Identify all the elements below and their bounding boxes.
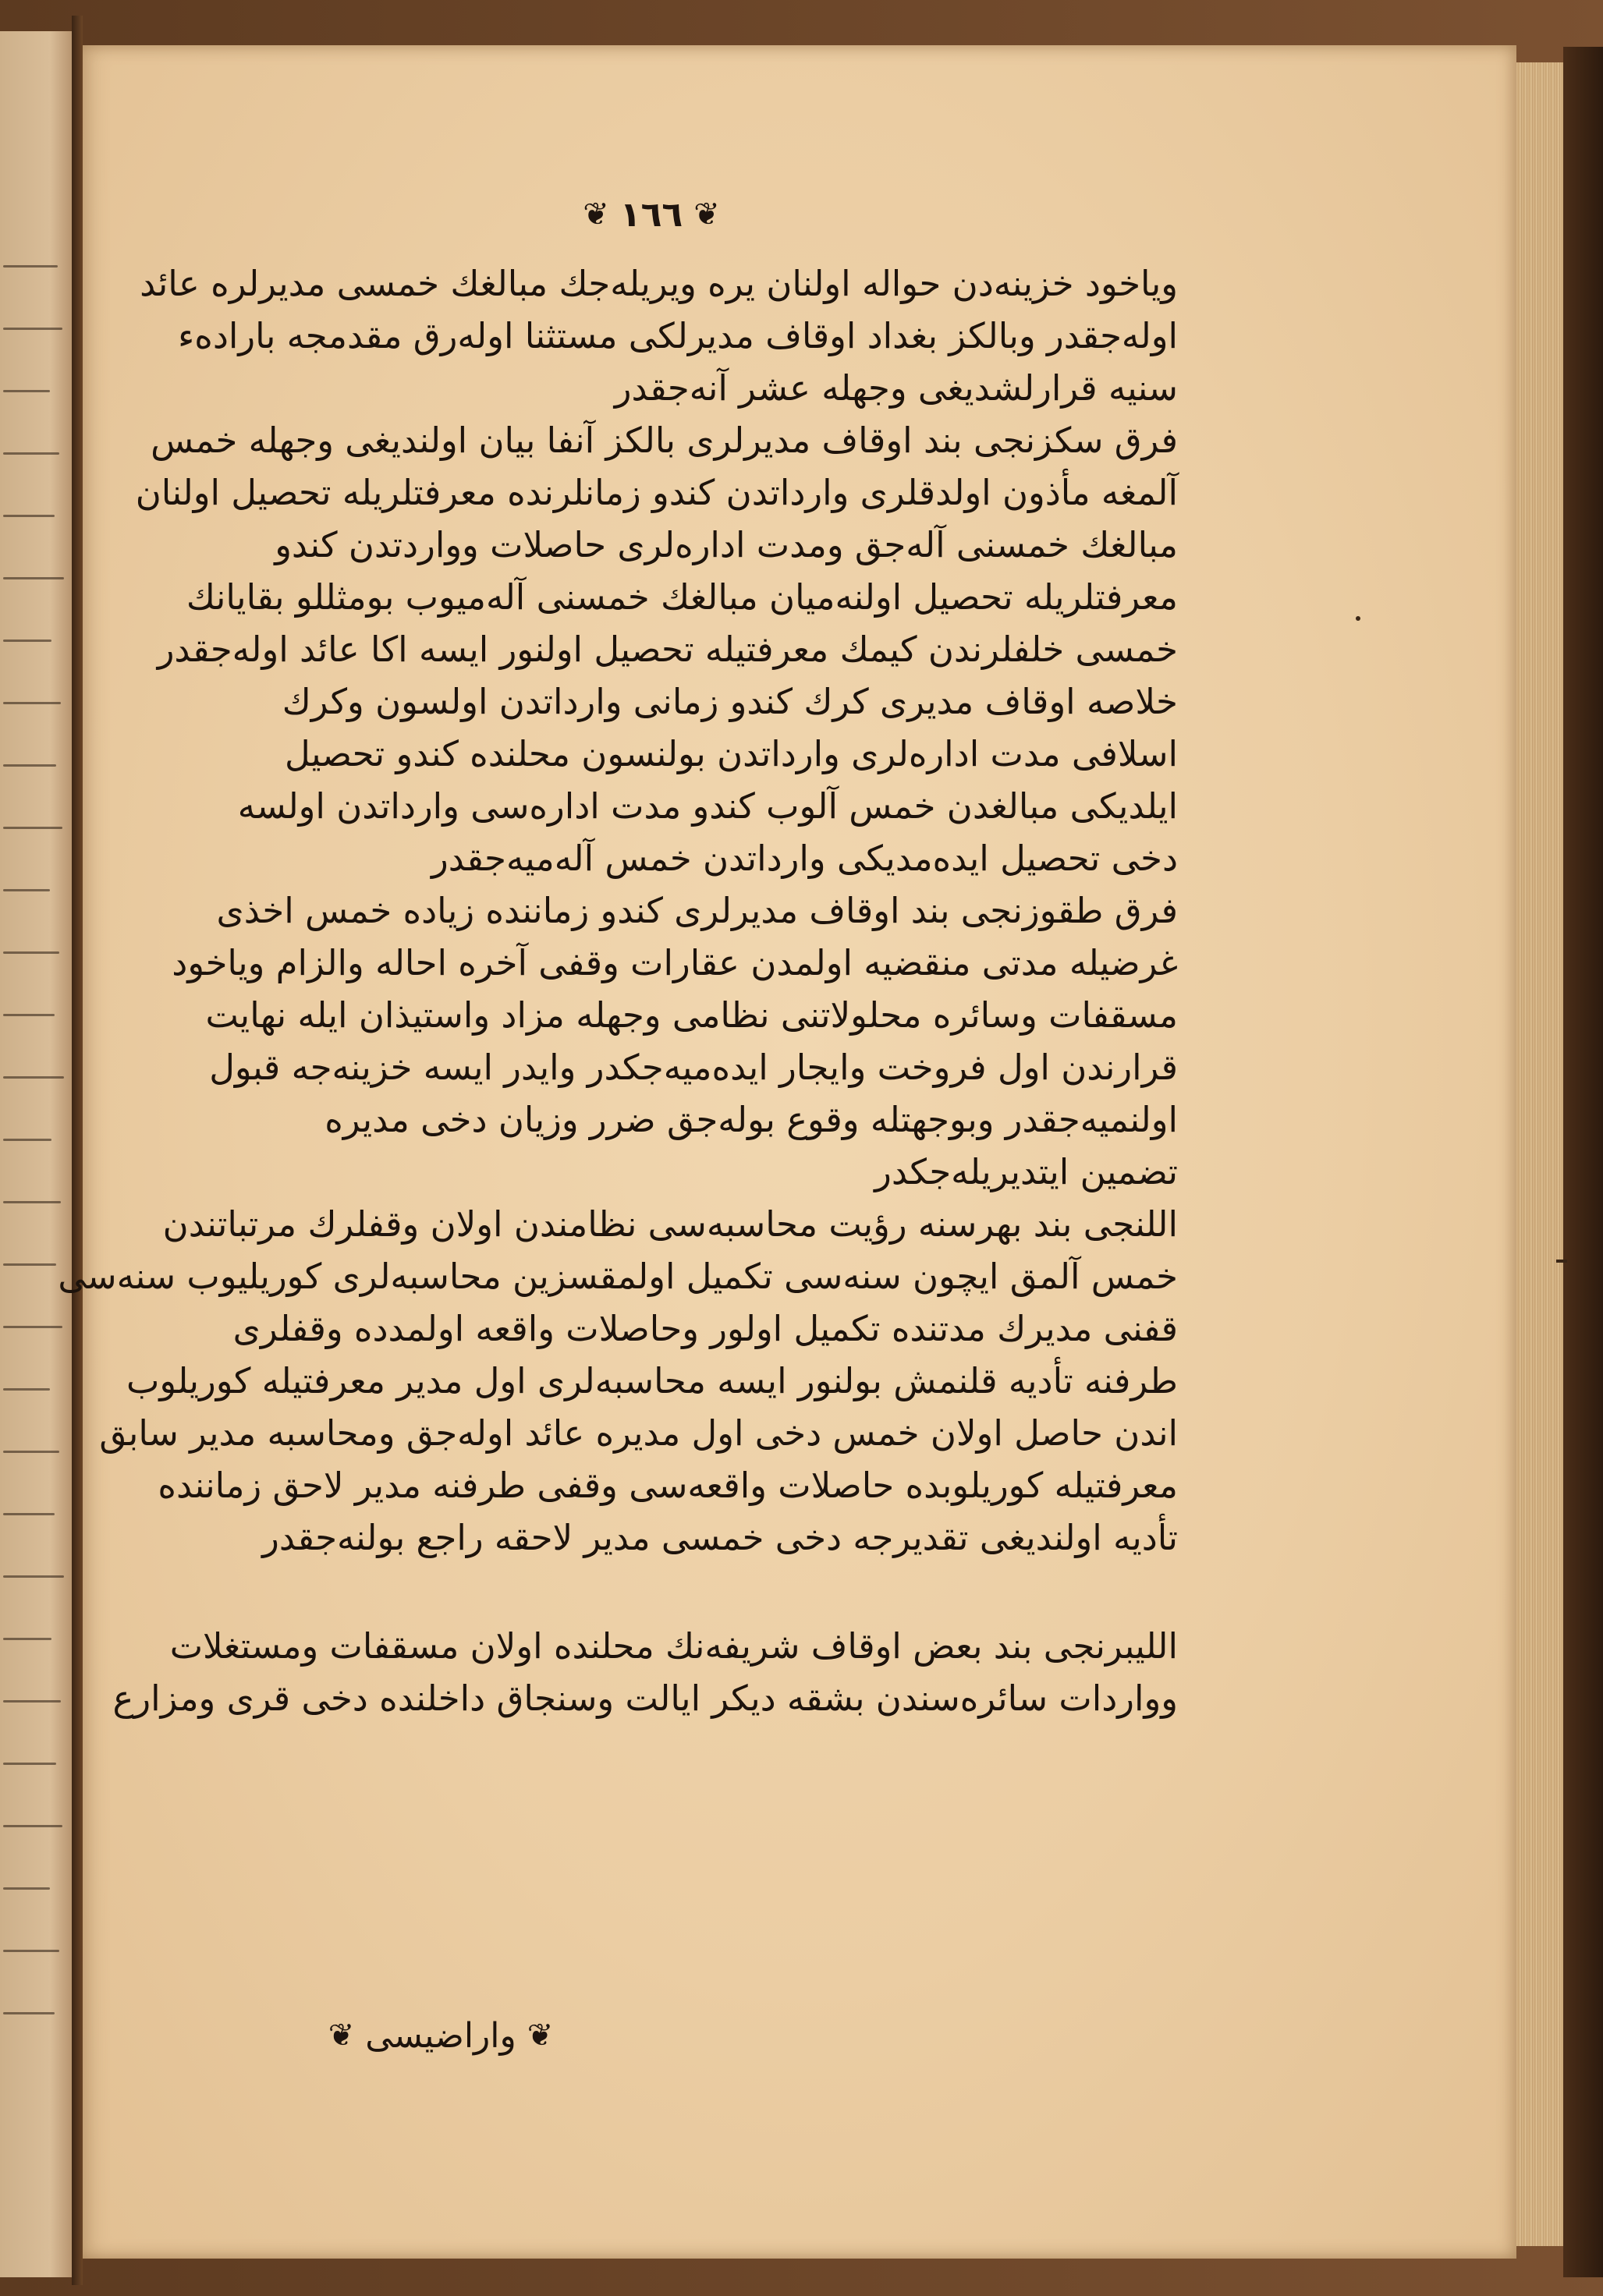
text-line: اسلافى مدت اداره‌لرى وارداتدن بولنسون محلنده كندو تحصيل [284,733,1178,774]
text-line: ايلديكى مبالغدن خمس آلوب كندو مدت اداره‌سى وارداتدن اولسه [237,785,1178,827]
catchword [312,2011,569,2060]
text-line: الليبرنجى بند بعض اوقاف شريفه‌نك محلنده اولان مسقفات ومستغلات [169,1625,1178,1667]
text-line: قفنى مديرك مدتنده تكميل اولور وحاصلات واقعه اولمدده وقفلرى [232,1308,1178,1349]
text-line: سنيه قرارلشديغى وجهله عشر آنه‌جقدر [614,367,1178,409]
text-line: معرفتلريله تحصيل اولنه‌ميان مبالغك خمسنى آله‌ميوب بومثللو بقايانك [186,576,1178,618]
text-line: دخى تحصيل ايده‌مديكى وارداتدن خمس آله‌ميه‌جقدر [431,838,1178,879]
text-line: اندن حاصل اولان خمس دخى اول مديره عائد اوله‌جق ومحاسبه مدير سابق [99,1412,1178,1454]
page-header [562,191,741,238]
text-line: تأديه اولنديغى تقديرجه دخى خمسى مدير لاحقه راجع بولنه‌جقدر [262,1517,1178,1558]
text-line: مسقفات وسائره محلولاتنى نظامى وجهله مزاد واستيذان ايله نهايت [205,994,1178,1036]
page-number: ١٦٦ [619,194,683,235]
text-line: قرارندن اول فروخت وايجار ايده‌ميه‌جكدر وايدر ايسه خزينه‌جه قبول [209,1047,1178,1088]
text-line: معرفتيله كوريلوبده حاصلات واقعه‌سى وقفى طرفنه مدير لاحق زماننده [158,1465,1178,1506]
text-line: فرق طقوزنجى بند اوقاف مديرلرى كندو زماننده زياده خمس اخذى [216,890,1178,931]
text-line: آلمغه مأذون اولدقلرى وارداتدن كندو زمانلرنده معرفتلريله تحصيل اولنان [135,472,1178,513]
margin-dash [1556,1260,1567,1263]
text-line: وياخود خزينه‌دن حواله اولنان يره ويريله‌جك مبالغك خمسى مديرلره عائد [140,263,1178,304]
text-line: اوله‌جقدر وبالكز بغداد اوقاف مديرلكى مستثنا اوله‌رق مقدمجه باراده‌ء [178,315,1178,356]
ornament-right-icon: ❦ [527,2018,554,2053]
text-line: طرفنه تأديه قلنمش بولنور ايسه محاسبه‌لرى اول مدير معرفتيله كوريلوب [126,1360,1178,1401]
book-gutter [72,16,83,2285]
page-text [58,257,1178,1724]
text-line: وواردات سائره‌سندن بشقه ديكر ايالت وسنجاق داخلنده دخى قرى ومزارع [112,1678,1178,1719]
text-line: خمسى خلفلرندن كيمك معرفتيله تحصيل اولنور ايسه اكا عائد اوله‌جقدر [157,629,1178,670]
text-line: تضمين ايتديريله‌جكدر [874,1151,1178,1192]
page-stack-edges [1516,62,1563,2246]
text-line: غرضيله مدتى منقضيه اولمدن عقارات وقفى آخره احاله والزام وياخود [172,942,1178,983]
ornament-left-icon: ❦ [328,2018,355,2053]
adjacent-page-edge [0,31,72,2277]
margin-dot [1356,616,1360,621]
text-line: خلاصه اوقاف مديرى كرك كندو زمانى وارداتدن اولسون وكرك [282,681,1178,722]
text-line: اولنميه‌جقدر وبوجهتله وقوع بوله‌جق ضرر وزيان دخى مديره [325,1099,1178,1140]
text-line: مبالغك خمسنى آله‌جق ومدت اداره‌لرى حاصلات وواردتدن كندو [275,524,1178,565]
text-line: خمس آلمق ايچون سنه‌سى تكميل اولمقسزين محاسبه‌لرى كوريليوب سنه‌سى [58,1256,1178,1297]
cover-shadow [1563,47,1603,2277]
ornament-right-icon: ❦ [693,197,720,232]
catchword-text: واراضيسى [365,2015,516,2056]
text-line: اللنجى بند بهرسنه رؤيت محاسبه‌سى نظامندن اولان وقفلرك مرتباتندن [162,1203,1178,1245]
ornament-left-icon: ❦ [583,197,609,232]
text-line: فرق سكزنجى بند اوقاف مديرلرى بالكز آنفا بيان اولنديغى وجهله خمس [151,420,1178,461]
